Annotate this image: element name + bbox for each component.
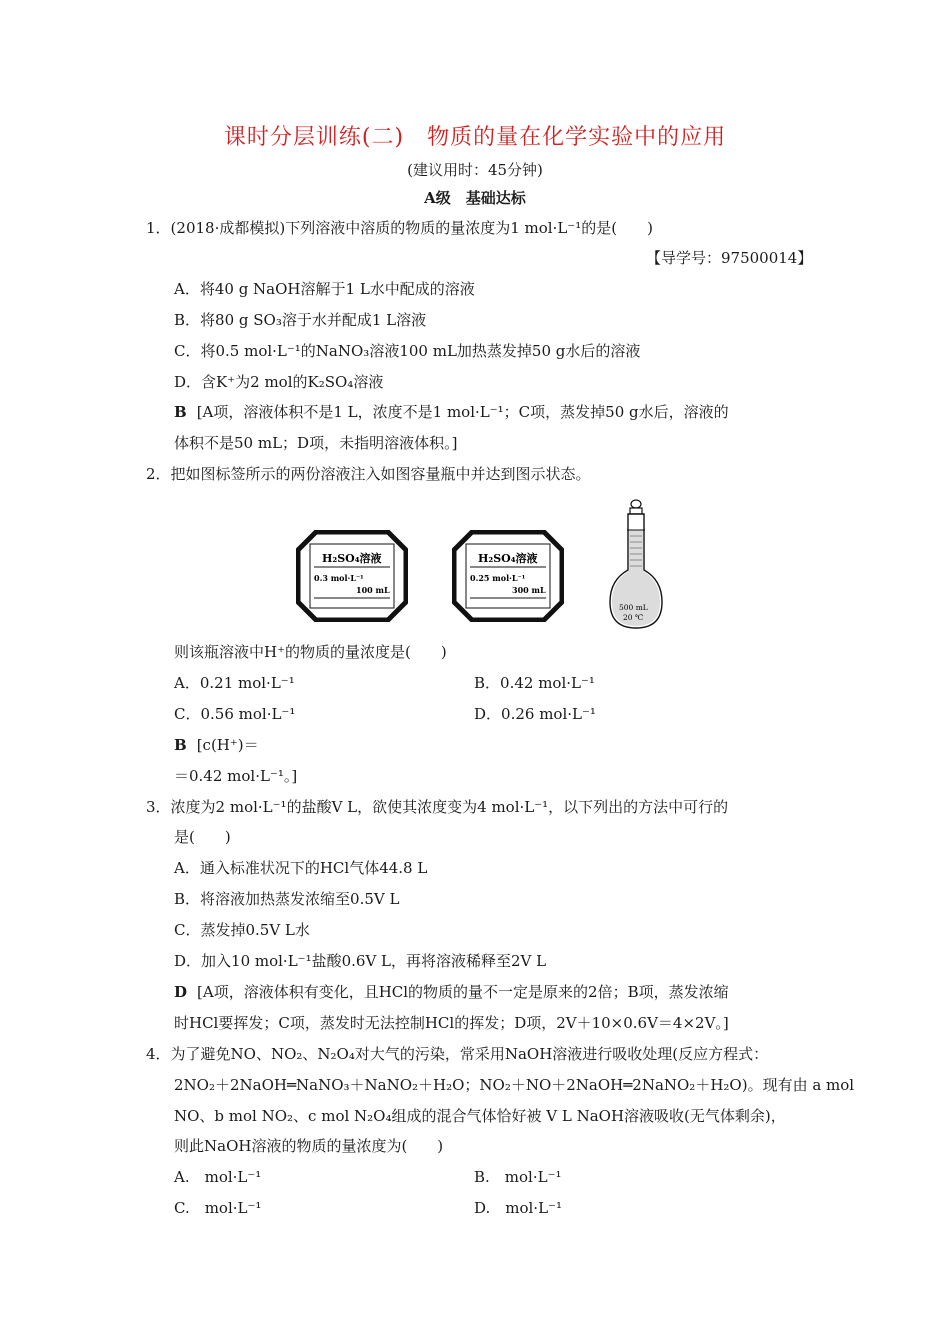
q2-option-b: B．0.42 mol·L⁻¹ xyxy=(474,674,595,692)
label2-name: H₂SO₄溶液 xyxy=(478,552,538,565)
q2-stem: 2．把如图标签所示的两份溶液注入如图容量瓶中并达到图示状态。 xyxy=(146,465,591,483)
label1-conc: 0.3 mol·L⁻¹ xyxy=(314,573,364,583)
q3-option-d: D．加入10 mol·L⁻¹盐酸0.6V L，再将溶液稀释至2V L xyxy=(174,952,547,970)
q1-answer xyxy=(174,402,729,422)
q4-option-a: A. mol·L⁻¹ xyxy=(174,1168,262,1186)
label2-vol: 300 mL xyxy=(512,585,546,595)
q3-answer xyxy=(174,982,729,1002)
q1-option-d: D．含K⁺为2 mol的K₂SO₄溶液 xyxy=(174,373,384,391)
q4-stem-4: 则此NaOH溶液的物质的量浓度为( ) xyxy=(174,1137,444,1155)
q3-stem-2: 是( ) xyxy=(174,828,231,846)
q2-answer xyxy=(174,735,259,755)
q1-explanation-2: 体积不是50 mL；D项，未指明溶液体积。] xyxy=(174,434,458,452)
q2-explanation-2: ＝0.42 mol·L⁻¹。] xyxy=(174,767,298,785)
label-h2so4-1 xyxy=(296,530,408,622)
q1-stem: 1．(2018·成都模拟)下列溶液中溶质的物质的量浓度为1 mol·L⁻¹的是( ) xyxy=(146,219,653,237)
q3-option-a: A．通入标准状况下的HCl气体44.8 L xyxy=(174,859,428,877)
q2-option-a: A．0.21 mol·L⁻¹ xyxy=(174,674,295,692)
q1-ref: 【导学号：97500014】 xyxy=(646,249,813,267)
volumetric-flask-icon xyxy=(606,496,666,632)
q3-explanation-1: [A项，溶液体积有变化，且HCl的物质的量不一定是原来的2倍；B项，蒸发浓缩 xyxy=(197,983,729,1001)
q4-stem-3: NO、b mol NO₂、c mol N₂O₄组成的混合气体恰好被 V L NaOH溶液吸收(无气体剩余)， xyxy=(174,1107,786,1125)
q1-option-a: A．将40 g NaOH溶解于1 L水中配成的溶液 xyxy=(174,280,475,298)
q2-question: 则该瓶溶液中H⁺的物质的量浓度是( ) xyxy=(174,643,447,661)
q2-option-c: C．0.56 mol·L⁻¹ xyxy=(174,705,296,723)
q2-answer-letter: B xyxy=(174,736,187,754)
q4-option-c: C. mol·L⁻¹ xyxy=(174,1199,262,1217)
flask-volume: 500 mL xyxy=(619,603,648,612)
q1-answer-letter: B xyxy=(174,403,187,421)
label2-conc: 0.25 mol·L⁻¹ xyxy=(470,573,526,583)
label-h2so4-2 xyxy=(452,530,564,622)
q4-stem-1: 4．为了避免NO、NO₂、N₂O₄对大气的污染，常采用NaOH溶液进行吸收处理(反应方程式： xyxy=(146,1045,769,1063)
level-a-heading: A级 基础达标 xyxy=(424,189,526,207)
page-title: 课时分层训练(二) 物质的量在化学实验中的应用 xyxy=(223,125,727,150)
q3-stem-1: 3．浓度为2 mol·L⁻¹的盐酸V L，欲使其浓度变为4 mol·L⁻¹，以下列出的方法中可行的 xyxy=(146,798,729,816)
q2-explanation-1: [c(H⁺)＝ xyxy=(196,736,259,754)
q4-option-b: B. mol·L⁻¹ xyxy=(474,1168,562,1186)
q1-option-c: C．将0.5 mol·L⁻¹的NaNO₃溶液100 mL加热蒸发掉50 g水后的溶液 xyxy=(174,342,641,360)
label1-vol: 100 mL xyxy=(356,585,390,595)
q4-option-d: D. mol·L⁻¹ xyxy=(474,1199,562,1217)
label1-name: H₂SO₄溶液 xyxy=(322,552,382,565)
q4-stem-2: 2NO₂＋2NaOH═NaNO₃＋NaNO₂＋H₂O；NO₂＋NO＋2NaOH═2NaNO₂＋H₂O)。现有由 a mol xyxy=(174,1076,855,1094)
q3-answer-letter: D xyxy=(174,983,188,1001)
q1-explanation-1: [A项，溶液体积不是1 L，浓度不是1 mol·L⁻¹；C项，蒸发掉50 g水后，溶液的 xyxy=(196,403,729,421)
q2-option-d: D．0.26 mol·L⁻¹ xyxy=(474,705,596,723)
flask-temp: 20 ℃ xyxy=(623,613,644,622)
q3-option-c: C．蒸发掉0.5V L水 xyxy=(174,921,310,939)
q3-option-b: B．将溶液加热蒸发浓缩至0.5V L xyxy=(174,890,400,908)
time-hint: (建议用时：45分钟) xyxy=(407,161,543,179)
q3-explanation-2: 时HCl要挥发；C项，蒸发时无法控制HCl的挥发；D项，2V＋10×0.6V＝4×2V。] xyxy=(174,1014,729,1032)
q1-option-b: B．将80 g SO₃溶于水并配成1 L溶液 xyxy=(174,311,427,329)
